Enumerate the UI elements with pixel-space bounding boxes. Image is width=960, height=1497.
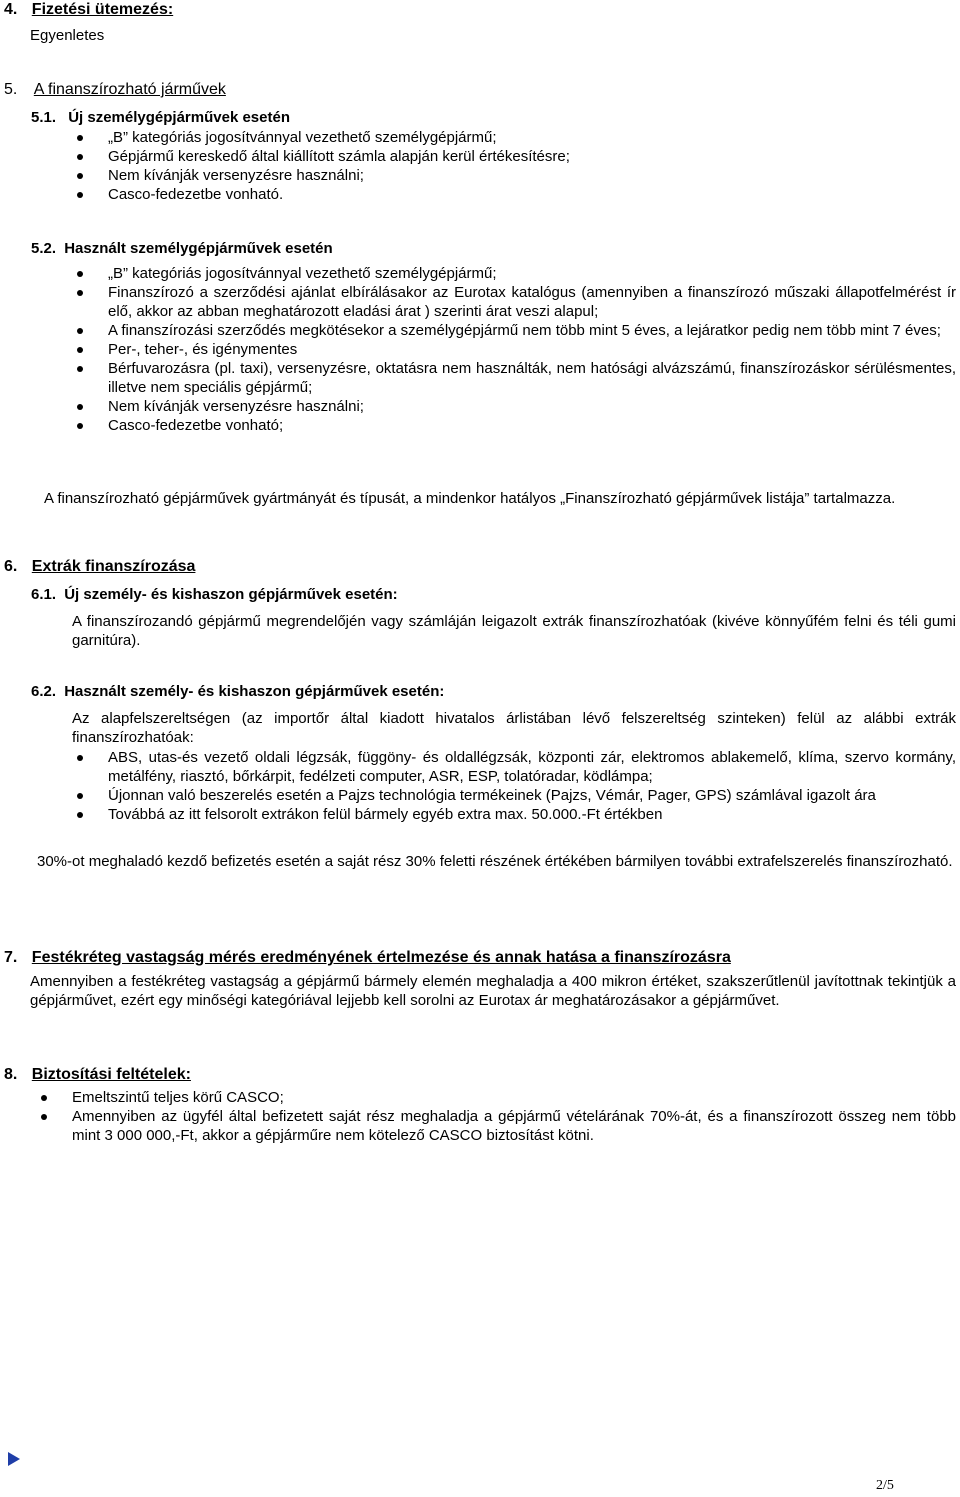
list-item: Nem kívánják versenyzésre használni; [70, 397, 956, 416]
section-8-title: Biztosítási feltételek: [31, 1066, 191, 1083]
section-6-1-title: Új személy- és kishaszon gépjárművek esetén: [64, 586, 398, 603]
section-5-1-number: 5.1. [31, 109, 57, 126]
section-5-1-heading [31, 108, 290, 127]
section-6-1-number: 6.1. [31, 586, 57, 603]
section-6-2-heading [31, 682, 444, 701]
list-item: ABS, utas-és vezető oldali légzsák, függöny- és oldallégzsák, központi zár, elektromos ablakemelő, klíma, szervo kormány, metálfény, riasztó, bőrkárpit, fedélzeti computer, ASR, ESP, tolatóradar, ködlámpa; [70, 748, 956, 786]
list-item: Továbbá az itt felsorolt extrákon felül bármely egyéb extra max. 50.000.-Ft értékben [70, 805, 956, 824]
section-4-heading [4, 0, 173, 19]
section-5-2-number: 5.2. [31, 240, 57, 257]
list-item: Casco-fedezetbe vonható; [70, 416, 956, 435]
section-5-heading [4, 80, 226, 99]
section-4-title: Fizetési ütemezés: [31, 1, 174, 18]
section-6-2-body: Az alapfelszereltségen (az importőr által kiadott hivatalos árlistában lévő felszereltség szinteken) felül az alábbi extrák finanszírozhatóak: [72, 710, 956, 746]
list-item: A finanszírozási szerződés megkötésekor a személygépjármű nem több mint 5 éves, a lejáratkor pedig nem több mint 7 éves; [70, 321, 956, 340]
section-5-2-title: Használt személygépjárművek esetén [64, 240, 333, 257]
section-6-2-number: 6.2. [31, 683, 57, 700]
list-item: Gépjármű kereskedő által kiállított számla alapján kerül értékesítésre; [70, 147, 956, 166]
section-5-2-list [70, 264, 956, 435]
section-6-2-title: Használt személy- és kishaszon gépjárművek esetén: [64, 683, 445, 700]
list-item: Emeltszintű teljes körű CASCO; [34, 1088, 956, 1107]
list-item: „B” kategóriás jogosítvánnyal vezethető személygépjármű; [70, 128, 956, 147]
section-5-1-list [70, 128, 956, 204]
list-item: Nem kívánják versenyzésre használni; [70, 166, 956, 185]
section-6-2-footnote: 30%-ot meghaladó kezdő befizetés esetén a saját rész 30% feletti részének értékében bármilyen további extrafelszerelés finanszírozható. [37, 853, 953, 870]
section-5-1-title: Új személygépjárművek esetén [68, 109, 290, 126]
page-number: 2/5 [876, 1478, 894, 1493]
section-4-number: 4. [4, 1, 18, 18]
section-6-1-heading [31, 585, 398, 604]
section-7-body: Amennyiben a festékréteg vastagság a gépjármű bármely elemén meghaladja a 400 mikron értéket, szakszerűtlenül javítottnak tekintjük a gépjárművet, ezért egy minőségi kategóriával lejjebb kell sorolni az Eurotax ár meghatározásakor a gépjárművet. [30, 973, 956, 1009]
section-6-title: Extrák finanszírozása [31, 558, 196, 575]
list-item: Finanszírozó a szerződési ajánlat elbírálásakor az Eurotax katalógus (amennyiben a finanszírozó műszaki állapotfelmérést ír elő, akkor az abban meghatározott eladási árat ) szerinti árat veszi alapul; [70, 283, 956, 321]
section-5-title: A finanszírozható járművek [33, 81, 226, 98]
section-5-2-heading [31, 239, 333, 258]
list-item: Amennyiben az ügyfél által befizetett saját rész meghaladja a gépjármű vételárának 70%-át, és a finanszírozott összeg nem több mint 3 000 000,-Ft, akkor a gépjárműre nem kötelező CASCO biztosítást kötni. [34, 1107, 956, 1145]
section-8-number: 8. [4, 1066, 18, 1083]
list-item: Újonnan való beszerelés esetén a Pajzs technológia termékeinek (Pajzs, Vémár, Pager, GPS) számlával igazolt ára [70, 786, 956, 805]
list-item: Casco-fedezetbe vonható. [70, 185, 956, 204]
section-7-title: Festékréteg vastagság mérés eredményének értelmezése és annak hatása a finanszírozásra [31, 949, 731, 966]
list-item: „B” kategóriás jogosítvánnyal vezethető személygépjármű; [70, 264, 956, 283]
list-item: Per-, teher-, és igénymentes [70, 340, 956, 359]
section-6-1-body: A finanszírozandó gépjármű megrendelőjén vagy számláján leigazolt extrák finanszírozhatóak (kivéve könnyűfém felni és téli gumi garnitúra). [72, 613, 956, 649]
section-5-number: 5. [4, 81, 18, 98]
section-8-list [34, 1088, 956, 1145]
section-4-body: Egyenletes [30, 27, 105, 44]
section-7-number: 7. [4, 949, 18, 966]
next-page-arrow-icon[interactable] [8, 1452, 20, 1466]
list-item: Bérfuvarozásra (pl. taxi), versenyzésre, oktatásra nem használták, nem hatósági alvázszámú, finanszírozáskor sérülésmentes, illetve nem speciális gépjármű; [70, 359, 956, 397]
section-6-2-list [70, 748, 956, 824]
section-5-note: A finanszírozható gépjárművek gyártmányát és típusát, a mindenkor hatályos „Finanszírozható gépjárművek listája” tartalmazza. [44, 490, 896, 507]
section-7-heading [4, 948, 731, 967]
section-6-number: 6. [4, 558, 18, 575]
section-6-heading [4, 557, 195, 576]
section-8-heading [4, 1065, 191, 1084]
